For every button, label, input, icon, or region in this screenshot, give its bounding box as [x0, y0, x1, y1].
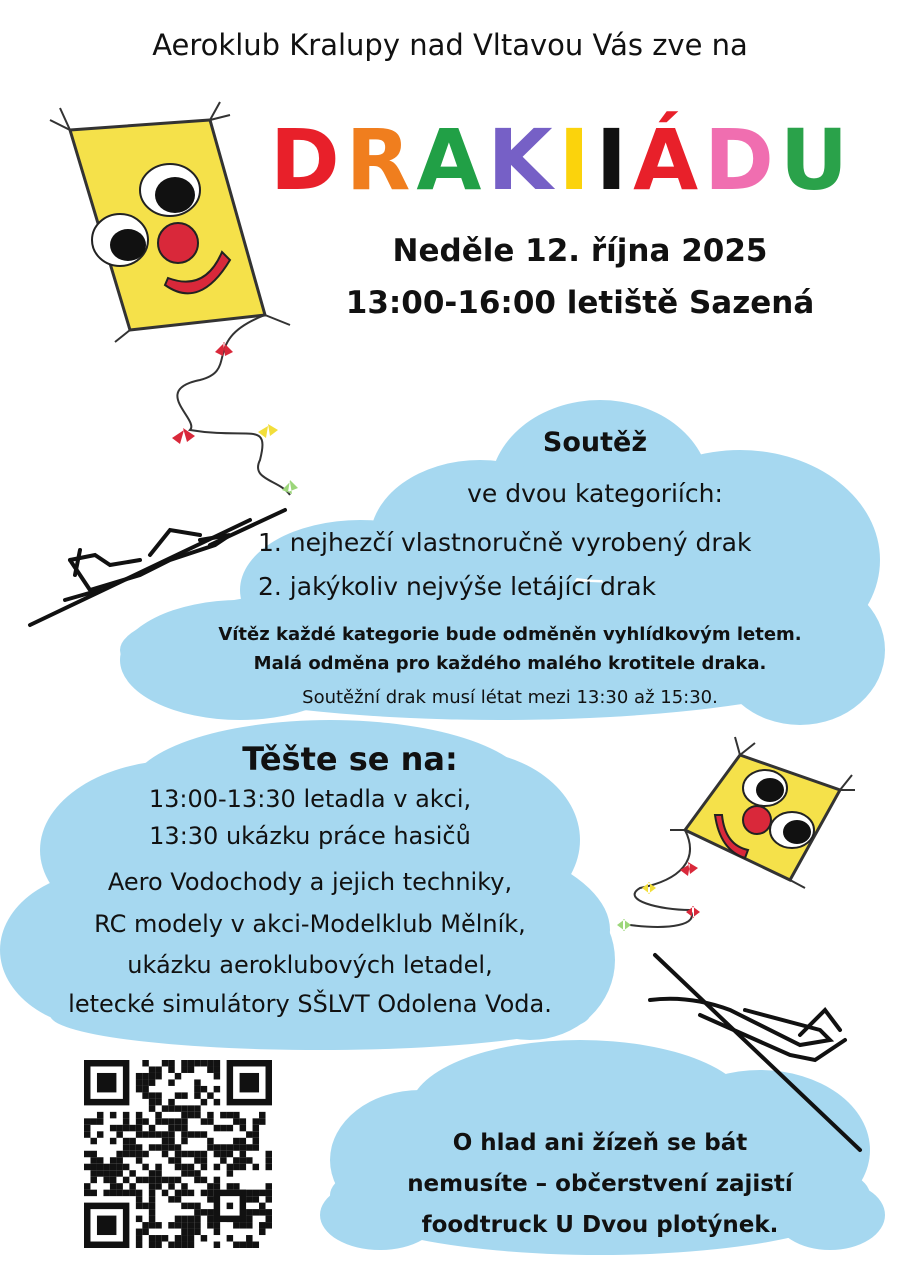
title-letter: U	[779, 111, 855, 209]
event-date: Neděle 12. října 2025	[392, 233, 768, 269]
title-letter: I	[558, 111, 596, 209]
qr-code[interactable]	[84, 1060, 272, 1248]
invitation-intro: Aeroklub Kralupy nad Vltavou Vás zve na	[152, 28, 748, 62]
title-letter: I	[595, 111, 634, 209]
event-item: ukázku aeroklubových letadel,	[127, 951, 493, 979]
event-item: Aero Vodochody a jejich techniky,	[107, 868, 513, 896]
food-note	[360, 1123, 840, 1246]
event-time-place: 13:00-16:00 letiště Sazená	[345, 285, 815, 321]
event-item: RC modely v akci-Modelklub Mělník,	[94, 910, 526, 938]
food-line-3: foodtruck U Dvou plotýnek.	[421, 1212, 779, 1238]
contest-subheading: ve dvou kategoriích:	[467, 479, 723, 508]
contest-time-rule: Soutěžní drak musí létat mezi 13:30 až 15:30.	[302, 687, 718, 708]
event-item: 13:00-13:30 letadla v akci,	[148, 785, 472, 813]
prize-note: Vítěz každé kategorie bude odměněn vyhlídkovým letem.	[218, 624, 802, 645]
title-letter: Á	[633, 111, 705, 209]
contest-heading: Soutěž	[542, 427, 648, 458]
contest-category-1: 1. nejhezčí vlastnoručně vyrobený drak	[258, 528, 752, 557]
event-item: letecké simulátory SŠLVT Odolena Voda.	[68, 990, 552, 1018]
title-letter: R	[345, 111, 417, 209]
title-letter: K	[487, 111, 559, 209]
event-item: 13:30 ukázku práce hasičů	[149, 822, 471, 850]
food-line-1: O hlad ani žízeň se bát	[452, 1130, 748, 1156]
title-letter: A	[416, 111, 488, 209]
events-heading: Těšte se na:	[242, 740, 458, 778]
title-letter: D	[704, 111, 780, 209]
kite-illustration-small	[617, 737, 855, 931]
contest-category-2: 2. jakýkoliv nejvýše letájící drak	[258, 572, 656, 601]
event-title	[270, 111, 855, 209]
small-prize-note: Malá odměna pro každého malého krotitele draka.	[253, 653, 767, 674]
title-letter: D	[270, 111, 346, 209]
food-line-2: nemusíte – občerstvení zajistí	[407, 1171, 793, 1197]
kite-illustration	[50, 102, 298, 495]
